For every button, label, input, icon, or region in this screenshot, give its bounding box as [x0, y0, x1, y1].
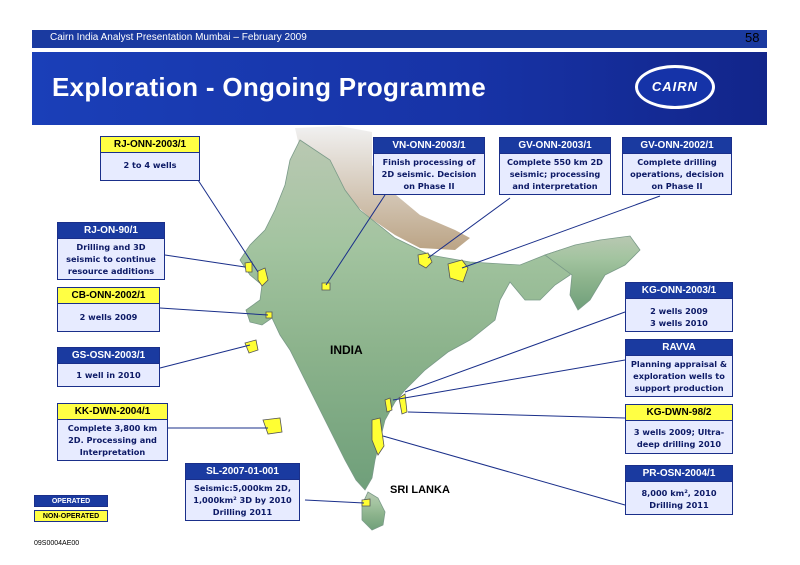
- block-kk-dwn-2004-1: [263, 418, 282, 434]
- block-card-rj-on-90-1: [57, 222, 165, 280]
- leader-rj-onn-2003-1: [198, 180, 258, 272]
- sri-lanka: [362, 492, 385, 530]
- block-card-title: SL-2007-01-001: [186, 464, 299, 480]
- block-card-text: 1 well in 2010: [76, 370, 141, 380]
- block-card-text: Seismic:5,000km 2D, 1,000km² 3D by 2010 Drilling 2011: [193, 483, 292, 517]
- block-card-text: Drilling and 3D seismic to continue resource additions: [66, 242, 156, 276]
- sri-lanka-label: SRI LANKA: [390, 484, 450, 496]
- block-card-text: 2 wells 2009 3 wells 2010: [650, 306, 708, 328]
- leader-gs-osn-2003-1: [160, 345, 250, 368]
- block-card-kg-dwn-98-2: [625, 404, 733, 454]
- block-card-gs-osn-2003-1: [57, 347, 160, 387]
- block-card-text: 3 wells 2009; Ultra-deep drilling 2010: [633, 427, 725, 449]
- block-card-title: KG-DWN-98/2: [626, 405, 732, 421]
- block-card-ravva: [625, 339, 733, 397]
- block-card-text: Finish processing of 2D seismic. Decision on Phase II: [381, 157, 477, 191]
- block-card-title: GS-OSN-2003/1: [58, 348, 159, 364]
- block-card-title: VN-ONN-2003/1: [374, 138, 484, 154]
- footer-code: 09S0004AE00: [34, 540, 80, 547]
- leader-kg-dwn-98-2: [408, 412, 625, 418]
- presentation-subtitle: Cairn India Analyst Presentation Mumbai – February 2009: [50, 32, 307, 43]
- block-card-gv-onn-2002-1: [622, 137, 732, 195]
- block-card-text: 2 to 4 wells: [123, 160, 177, 170]
- block-rj-on-90-1: [245, 262, 252, 272]
- block-card-text: Complete drilling operations, decision on Phase II: [630, 157, 724, 191]
- block-card-gv-onn-2003-1: [499, 137, 611, 195]
- block-card-rj-onn-2003-1: [100, 136, 200, 181]
- block-card-kg-onn-2003-1: [625, 282, 733, 332]
- block-card-title: RJ-ONN-2003/1: [101, 137, 199, 153]
- block-card-pr-osn-2004-1: [625, 465, 733, 515]
- legend-non-operated: NON-OPERATED: [34, 510, 108, 522]
- block-card-cb-onn-2002-1: [57, 287, 160, 332]
- block-card-text: 8,000 km², 2010 Drilling 2011: [641, 488, 717, 510]
- block-card-title: RJ-ON-90/1: [58, 223, 164, 239]
- block-vn-onn-2003-1: [322, 283, 330, 290]
- block-ravva: [399, 394, 407, 414]
- block-card-vn-onn-2003-1: [373, 137, 485, 195]
- legend-operated: OPERATED: [34, 495, 108, 507]
- block-card-kk-dwn-2004-1: [57, 403, 168, 461]
- block-card-text: Complete 550 km 2D seismic; processing and interpretation: [507, 157, 603, 191]
- block-gs-osn-2003-1: [245, 340, 258, 353]
- leader-sl-2007-01-001: [305, 500, 364, 503]
- logo-text: CAIRN: [651, 79, 699, 94]
- block-card-title: KG-ONN-2003/1: [626, 283, 732, 299]
- block-card-title: PR-OSN-2004/1: [626, 466, 732, 482]
- page-title: Exploration - Ongoing Programme: [52, 72, 486, 102]
- block-card-text: 2 wells 2009: [79, 312, 138, 322]
- block-card-title: KK-DWN-2004/1: [58, 404, 167, 420]
- india-label: INDIA: [330, 343, 363, 357]
- block-card-title: CB-ONN-2002/1: [58, 288, 159, 304]
- block-card-title: GV-ONN-2002/1: [623, 138, 731, 154]
- block-card-title: RAVVA: [626, 340, 732, 356]
- page-number: 58: [745, 30, 760, 45]
- block-card-text: Complete 3,800 km 2D. Processing and Interpretation: [67, 423, 158, 457]
- block-card-title: GV-ONN-2003/1: [500, 138, 610, 154]
- block-card-sl-2007-01-001: [185, 463, 300, 521]
- block-card-text: Planning appraisal & exploration wells to support production: [630, 359, 728, 393]
- leader-rj-on-90-1: [165, 255, 245, 267]
